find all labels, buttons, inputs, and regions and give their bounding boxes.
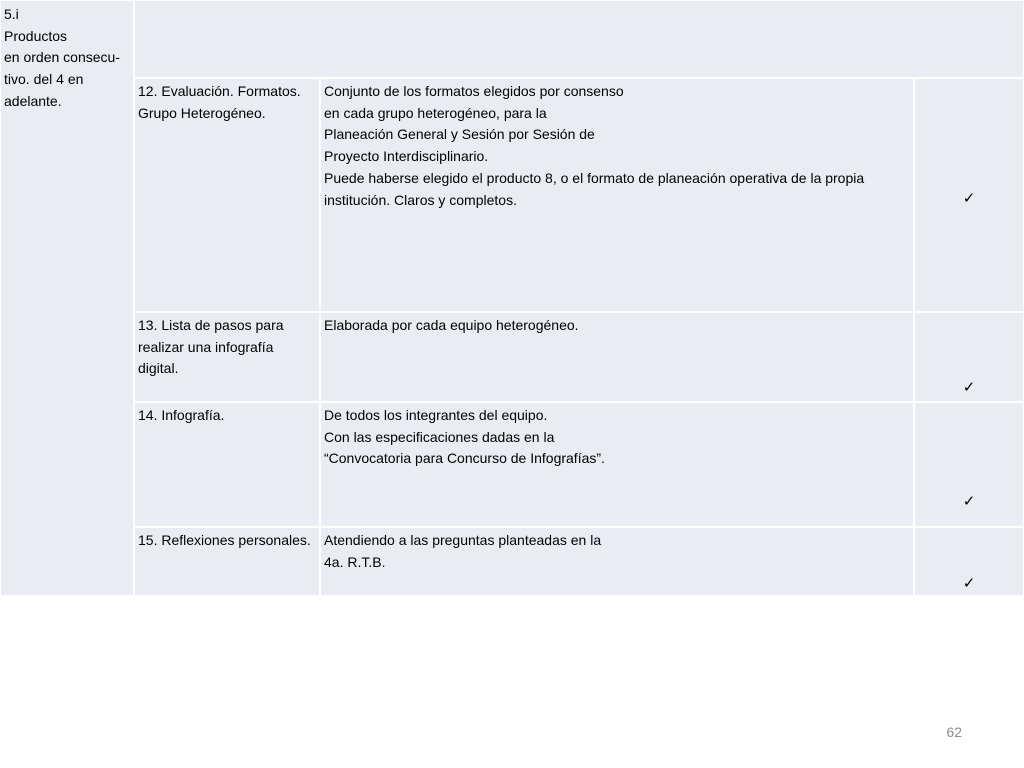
description-cell	[320, 78, 914, 312]
description-line: Planeación General y Sesión por Sesión de	[324, 126, 595, 143]
description-cell	[320, 312, 914, 402]
product-cell	[134, 527, 320, 596]
description-line: “Convocatoria para Concurso de Infografías”.	[324, 450, 605, 467]
check-mark-icon: ✓	[962, 574, 976, 592]
product-line: digital.	[138, 360, 179, 377]
section-line: en orden consecu-	[4, 49, 120, 66]
section-cell	[0, 0, 134, 596]
section-line: tivo. del 4 en	[4, 71, 84, 88]
description-line: Proyecto Interdisciplinario.	[324, 148, 489, 165]
description-line: Conjunto de los formatos elegidos por consenso	[324, 83, 624, 99]
check-mark-icon: ✓	[962, 189, 976, 207]
check-cell	[914, 78, 1024, 312]
check-cell	[914, 312, 1024, 402]
description-cell	[320, 402, 914, 527]
check-cell	[914, 527, 1024, 596]
page-number: 62	[946, 724, 962, 740]
section-line: 5.i	[4, 6, 19, 22]
product-line: 12. Evaluación. Formatos.	[138, 83, 301, 99]
description-line: Con las especificaciones dadas en la	[324, 428, 555, 445]
section-line: Productos	[4, 27, 68, 44]
product-line: Grupo Heterogéneo.	[138, 104, 266, 121]
description-line: Puede haberse elegido el producto 8, o el formato de planeación operativa de la propia	[324, 169, 865, 186]
section-line: adelante.	[4, 92, 62, 109]
description-line: Atendiendo a las preguntas planteadas en la	[324, 532, 602, 548]
description-line: Elaborada por cada equipo heterogéneo.	[324, 317, 579, 333]
product-cell	[134, 312, 320, 402]
product-line: 14. Infografía.	[138, 407, 225, 423]
description-line: De todos los integrantes del equipo.	[324, 407, 548, 423]
product-line: 15. Reflexiones personales.	[138, 532, 311, 548]
product-line: 13. Lista de pasos para	[138, 317, 284, 333]
description-line: en cada grupo heterogéneo, para la	[324, 104, 547, 121]
check-cell	[914, 402, 1024, 527]
description-line: institución. Claros y completos.	[324, 191, 517, 208]
product-cell	[134, 78, 320, 312]
description-line: 4a. R.T.B.	[324, 553, 386, 570]
product-cell	[134, 402, 320, 527]
description-cell	[320, 527, 914, 596]
product-line: realizar una infografía	[138, 338, 274, 355]
check-mark-icon: ✓	[962, 492, 976, 510]
check-mark-icon: ✓	[962, 378, 976, 396]
header-spacer-cell	[134, 0, 1024, 78]
